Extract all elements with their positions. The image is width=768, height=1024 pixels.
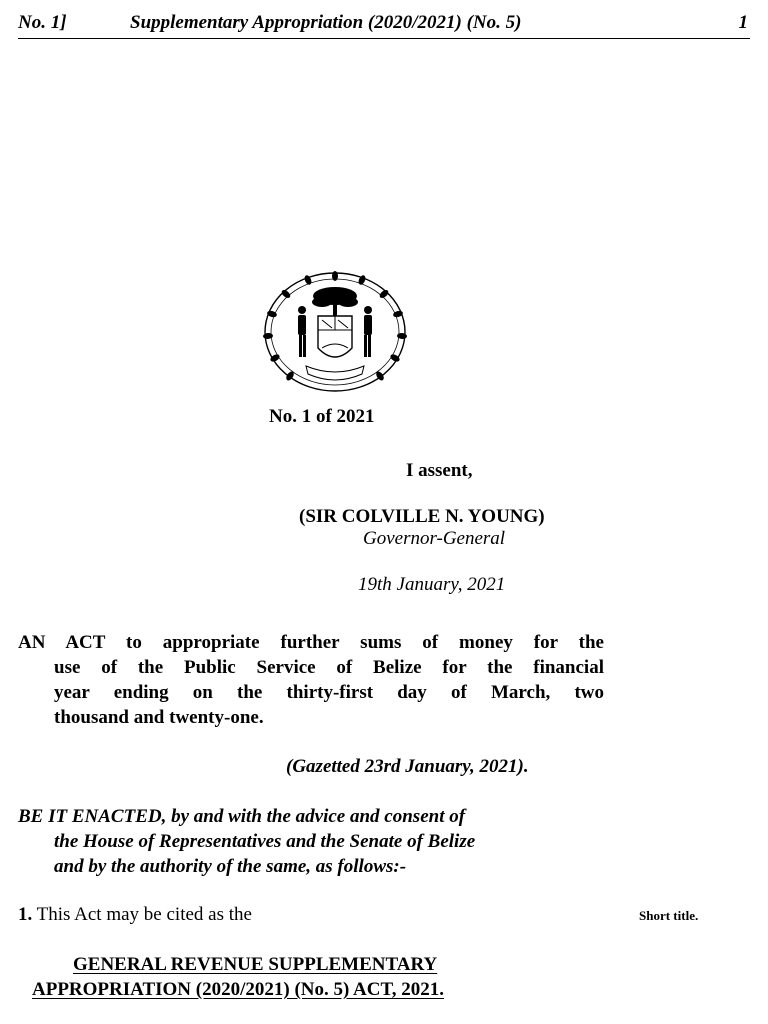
gazetted-date: (Gazetted 23rd January, 2021). bbox=[286, 756, 529, 777]
assent-signatory: (SIR COLVILLE N. YOUNG) bbox=[299, 506, 545, 527]
header-act-title: Supplementary Appropriation (2020/2021) (No. 5) bbox=[130, 12, 522, 33]
long-title-line: use of the Public Service of Belize for the financial bbox=[54, 657, 604, 678]
running-header bbox=[18, 10, 750, 39]
long-title-line: year ending on the thirty-first day of March, two bbox=[54, 682, 604, 703]
assent-text: I assent, bbox=[406, 460, 473, 481]
coat-of-arms-image bbox=[262, 270, 408, 394]
act-number: No. 1 of 2021 bbox=[269, 406, 375, 427]
enacting-clause-line: the House of Representatives and the Senate of Belize bbox=[54, 831, 476, 852]
enacting-clause-line: and by the authority of the same, as follows:- bbox=[54, 856, 407, 877]
short-title-line-2: APPROPRIATION (2020/2021) (No. 5) ACT, 2021. bbox=[32, 979, 444, 1000]
assent-date: 19th January, 2021 bbox=[358, 574, 506, 595]
long-title-line: thousand and twenty-one. bbox=[54, 707, 264, 728]
section-1 bbox=[18, 904, 252, 926]
long-title bbox=[18, 630, 604, 730]
header-page-number: 1 bbox=[738, 12, 748, 33]
enacting-clause-line: BE IT ENACTED, by and with the advice and consent of bbox=[18, 806, 466, 827]
long-title-line: AN ACT to appropriate further sums of money for the bbox=[18, 632, 604, 653]
header-act-number: No. 1] bbox=[18, 12, 67, 33]
section-number: 1. bbox=[18, 904, 33, 925]
section-text: This Act may be cited as the bbox=[36, 904, 252, 925]
margin-note-short-title: Short title. bbox=[639, 908, 699, 923]
assent-office: Governor-General bbox=[363, 528, 506, 549]
enacting-clause bbox=[18, 804, 604, 879]
short-title-line-1: GENERAL REVENUE SUPPLEMENTARY bbox=[73, 954, 438, 975]
